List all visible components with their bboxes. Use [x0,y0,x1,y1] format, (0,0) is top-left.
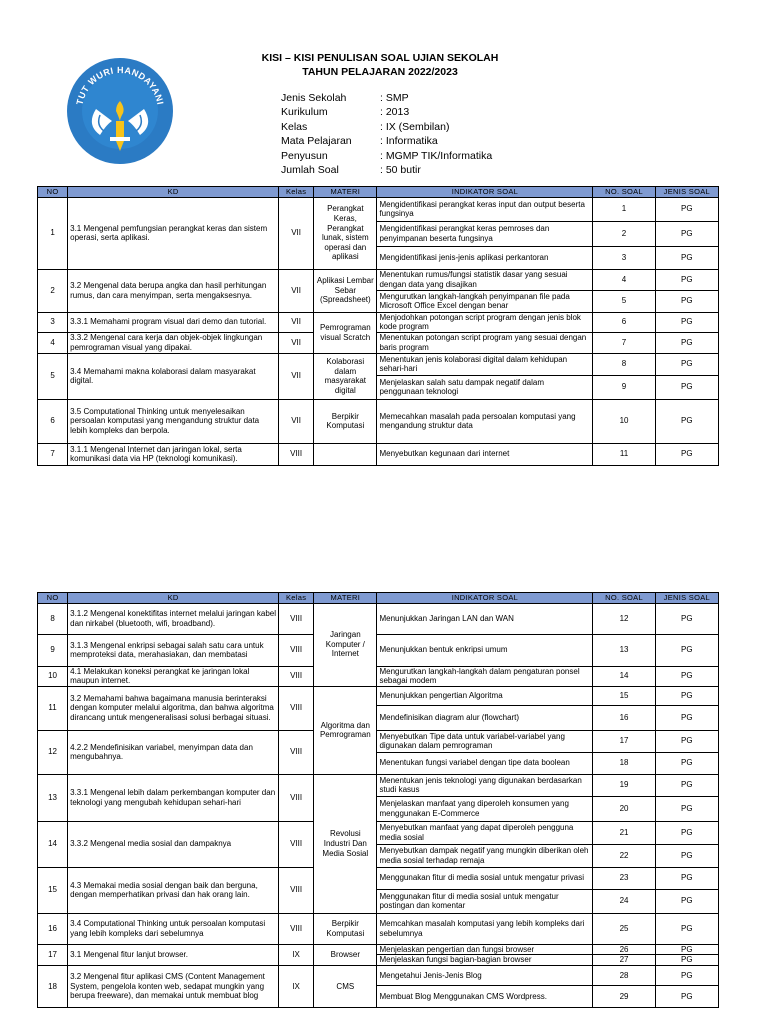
row-indikator: Mengurutkan langkah-langkah dalam pengaturan ponsel sebagai modem [377,666,593,686]
row-kelas: VII [279,312,314,332]
row-jenis-soal: PG [655,752,718,774]
row-no: 17 [38,944,68,965]
row-materi: Perangkat Keras, Perangkat lunak, sistem operasi dan aplikasi [314,197,377,269]
row-kd: 3.2 Memahami bahwa bagaimana manusia berinteraksi dengan komputer melalui algoritma, dan bahwa algoritma dirancang untuk mengeneralisasi solusi berbagai situasi. [68,686,279,730]
table-row [38,312,719,332]
row-no: 15 [38,867,68,913]
row-materi: CMS [314,965,377,1007]
row-kd: 3.5 Computational Thinking untuk menyelesaikan persoalan komputasi yang mengandung struktur data lebih kompleks dan berpola. [68,399,279,443]
row-no-soal: 29 [593,985,655,1007]
row-materi: Berpikir Komputasi [314,399,377,443]
row-materi: Algoritma dan Pemrograman [314,686,377,774]
row-kelas: VIII [279,913,314,944]
table-row [38,867,719,889]
table-row [38,774,719,796]
row-indikator: Menyebutkan kegunaan dari internet [377,443,593,465]
row-materi: Pemrograman visual Scratch [314,312,377,353]
row-indikator: Menyebutkan dampak negatif yang mungkin diberikan oleh media sosial terhadap remaja [377,844,593,867]
table-header-row [38,187,719,198]
row-indikator: Mengidentifikasi perangkat keras input dan output beserta fungsinya [377,197,593,221]
row-no-soal: 10 [593,399,655,443]
row-jenis-soal: PG [655,705,718,730]
col-header-no-soal: NO. SOAL [593,593,655,604]
row-indikator: Memcahkan masalah komputasi yang lebih kompleks dari sebelumnya [377,913,593,944]
row-kelas: VII [279,332,314,353]
row-no-soal: 16 [593,705,655,730]
row-jenis-soal: PG [655,955,718,966]
col-header-kd: KD [68,187,279,198]
row-jenis-soal: PG [655,985,718,1007]
row-no-soal: 11 [593,443,655,465]
row-indikator: Mendefinisikan diagram alur (flowchart) [377,705,593,730]
row-kd: 3.1.1 Mengenal Internet dan jaringan lokal, serta komunikasi data via HP (teknologi komunikasi). [68,443,279,465]
row-no-soal: 15 [593,686,655,705]
kisi-table-1 [37,186,719,466]
row-indikator: Menjelaskan pengertian dan fungsi browser [377,944,593,955]
row-kelas: VIII [279,821,314,867]
row-materi: Revolusi Industri Dan Media Sosial [314,774,377,913]
row-indikator: Menunjukkan Jaringan LAN dan WAN [377,603,593,634]
row-no-soal: 6 [593,312,655,332]
row-no: 11 [38,686,68,730]
row-kd: 3.1 Mengenal pemfungsian perangkat keras dan sistem operasi, serta aplikasi. [68,197,279,269]
row-no: 8 [38,603,68,634]
row-jenis-soal: PG [655,796,718,821]
col-header-jenis-soal: JENIS SOAL [655,593,718,604]
row-no: 10 [38,666,68,686]
meta-row [281,134,492,148]
row-jenis-soal: PG [655,666,718,686]
row-no-soal: 17 [593,730,655,752]
row-kd: 3.2 Mengenal fitur aplikasi CMS (Content Management System, pengelola konten web, sedapat mungkin yang berupa freeware), dan memakai untuk membuat blog [68,965,279,1007]
row-no-soal: 23 [593,867,655,889]
row-kelas: VII [279,353,314,399]
row-jenis-soal: PG [655,197,718,221]
meta-key: Mata Pelajaran [281,135,352,148]
row-kelas: VIII [279,603,314,634]
row-materi: Kolaborasi dalam masyarakat digital [314,353,377,399]
row-indikator: Menentukan jenis teknologi yang digunakan berdasarkan studi kasus [377,774,593,796]
table-row [38,269,719,290]
row-no-soal: 9 [593,375,655,399]
row-jenis-soal: PG [655,290,718,312]
row-no: 7 [38,443,68,465]
row-kd: 4.3 Memakai media sosial dengan baik dan berguna, dengan memperhatikan privasi dan hak orang lain. [68,867,279,913]
row-jenis-soal: PG [655,867,718,889]
row-kelas: VIII [279,666,314,686]
row-no-soal: 4 [593,269,655,290]
svg-text:TUT WURI HANDAYANI: TUT WURI HANDAYANI [74,64,166,106]
row-jenis-soal: PG [655,443,718,465]
row-no-soal: 13 [593,634,655,666]
row-no: 2 [38,269,68,312]
row-no-soal: 5 [593,290,655,312]
row-no: 14 [38,821,68,867]
row-kelas: VIII [279,867,314,913]
meta-row [281,91,492,105]
row-kd: 4.2.2 Mendefinisikan variabel, menyimpan data dan mengubahnya. [68,730,279,774]
row-indikator: Mengidentifikasi perangkat keras pemroses dan penyimpanan beserta fungsinya [377,221,593,246]
table-row [38,821,719,844]
row-kelas: IX [279,944,314,965]
row-indikator: Menentukan fungsi variabel dengan tipe data boolean [377,752,593,774]
row-no: 4 [38,332,68,353]
row-no: 12 [38,730,68,774]
col-header-materi: MATERI [314,593,377,604]
row-no-soal: 2 [593,221,655,246]
row-jenis-soal: PG [655,246,718,269]
meta-value: : 50 butir [380,164,421,177]
row-jenis-soal: PG [655,221,718,246]
col-header-no: NO [38,187,68,198]
row-indikator: Menunjukkan pengertian Algoritma [377,686,593,705]
table-row [38,965,719,985]
row-kelas: VII [279,399,314,443]
meta-key: Kurikulum [281,106,328,119]
table-row [38,634,719,666]
table-row [38,332,719,353]
row-no-soal: 21 [593,821,655,844]
row-indikator: Menjelaskan fungsi bagian-bagian browser [377,955,593,966]
row-no-soal: 28 [593,965,655,985]
row-materi: Browser [314,944,377,965]
kisi-table-2 [37,592,719,1008]
row-kd: 4.1 Melakukan koneksi perangkat ke jaringan lokal maupun internet. [68,666,279,686]
row-indikator: Menggunakan fitur di media sosial untuk mengatur postingan dan komentar [377,889,593,913]
meta-value: : MGMP TIK/Informatika [380,149,493,162]
row-kd: 3.4 Memahami makna kolaborasi dalam masyarakat digital. [68,353,279,399]
col-header-jenis-soal: JENIS SOAL [655,187,718,198]
row-no: 13 [38,774,68,821]
row-kd: 3.3.2 Mengenal media sosial dan dampaknya [68,821,279,867]
row-materi: Jaringan Komputer / Internet [314,603,377,686]
row-materi: Aplikasi Lembar Sebar (Spreadsheet) [314,269,377,312]
table-row [38,944,719,955]
row-jenis-soal: PG [655,332,718,353]
row-jenis-soal: PG [655,603,718,634]
row-no-soal: 12 [593,603,655,634]
row-no-soal: 14 [593,666,655,686]
table-row [38,399,719,443]
row-kelas: VIII [279,443,314,465]
row-jenis-soal: PG [655,889,718,913]
row-indikator: Menentukan potongan script program yang sesuai dengan baris program [377,332,593,353]
row-no-soal: 19 [593,774,655,796]
row-indikator: Menyebutkan Tipe data untuk variabel-variabel yang digunakan dalam pemrograman [377,730,593,752]
row-jenis-soal: PG [655,774,718,796]
row-kd: 3.2 Mengenal data berupa angka dan hasil perhitungan rumus, dan cara menyimpan, serta mengaksesnya. [68,269,279,312]
row-indikator: Menyebutkan manfaat yang dapat diperoleh pengguna media sosial [377,821,593,844]
row-jenis-soal: PG [655,312,718,332]
row-indikator: Menentukan rumus/fungsi statistik dasar yang sesuai dengan data yang disajikan [377,269,593,290]
meta-key: Jenis Sekolah [281,92,347,104]
row-no: 3 [38,312,68,332]
row-kelas: IX [279,965,314,1007]
meta-row [281,105,492,119]
row-no: 9 [38,634,68,666]
row-jenis-soal: PG [655,353,718,375]
row-no-soal: 26 [593,944,655,955]
row-materi: Berpikir Komputasi [314,913,377,944]
table-row [38,913,719,944]
row-kelas: VIII [279,730,314,774]
row-no: 6 [38,399,68,443]
col-header-materi: MATERI [314,187,377,198]
col-header-kd: KD [68,593,279,604]
row-jenis-soal: PG [655,399,718,443]
row-indikator: Mengurutkan langkah-langkah penyimpanan file pada Microsoft Office Excel dengan benar [377,290,593,312]
table-header-row [38,593,719,604]
row-no-soal: 3 [593,246,655,269]
row-indikator: Membuat Blog Menggunakan CMS Wordpress. [377,985,593,1007]
row-jenis-soal: PG [655,686,718,705]
col-header-indikator: INDIKATOR SOAL [377,593,593,604]
row-kelas: VII [279,269,314,312]
row-indikator: Memecahkan masalah pada persoalan komputasi yang mengandung struktur data [377,399,593,443]
table-row [38,686,719,705]
table-row [38,353,719,375]
document-meta [281,91,492,177]
row-no: 16 [38,913,68,944]
row-jenis-soal: PG [655,730,718,752]
row-kelas: VII [279,197,314,269]
meta-key: Kelas [281,120,308,133]
row-no: 1 [38,197,68,269]
meta-key: Jumlah Soal [281,164,339,177]
row-no-soal: 22 [593,844,655,867]
row-jenis-soal: PG [655,269,718,290]
row-jenis-soal: PG [655,944,718,955]
row-kelas: VIII [279,774,314,821]
col-header-indikator: INDIKATOR SOAL [377,187,593,198]
col-header-no-soal: NO. SOAL [593,187,655,198]
row-no-soal: 8 [593,353,655,375]
tut-wuri-handayani-logo [66,55,174,167]
row-kelas: VIII [279,634,314,666]
row-no: 5 [38,353,68,399]
col-header-kelas: Kelas [279,593,314,604]
row-no-soal: 24 [593,889,655,913]
document-title: KISI – KISI PENULISAN SOAL UJIAN SEKOLAH [261,52,499,64]
row-kd: 3.3.1 Mengenal lebih dalam perkembangan komputer dan teknologi yang mengubah kehidupan sehari-hari [68,774,279,821]
row-jenis-soal: PG [655,375,718,399]
col-header-kelas: Kelas [279,187,314,198]
row-no: 18 [38,965,68,1007]
row-kd: 3.3.2 Mengenal cara kerja dan objek-objek lingkungan pemrograman visual yang dipakai. [68,332,279,353]
row-no-soal: 1 [593,197,655,221]
row-kelas: VIII [279,686,314,730]
row-indikator: Menentukan jenis kolaborasi digital dalam kehidupan sehari-hari [377,353,593,375]
row-kd: 3.1.3 Mengenal enkripsi sebagai salah satu cara untuk memproteksi data, merahasiakan, dan membatasi [68,634,279,666]
table-row [38,666,719,686]
meta-value: : IX (Sembilan) [380,120,450,133]
table-row [38,197,719,221]
row-indikator: Menjodohkan potongan script program dengan jenis blok kode program [377,312,593,332]
row-kd: 3.4 Computational Thinking untuk persoalan komputasi yang lebih kompleks dari sebelumnya [68,913,279,944]
row-jenis-soal: PG [655,844,718,867]
meta-value: : Informatika [380,135,438,148]
row-no-soal: 7 [593,332,655,353]
row-indikator: Menjelaskan salah satu dampak negatif dalam penggunaan teknologi [377,375,593,399]
table-row [38,603,719,634]
row-kd: 3.1.2 Mengenal konektifitas internet melalui jaringan kabel dan nirkabel (bluetooth, wifi, broadband). [68,603,279,634]
table-row [38,443,719,465]
row-kd: 3.1 Mengenal fitur lanjut browser. [68,944,279,965]
row-indikator: Menggunakan fitur di media sosial untuk mengatur privasi [377,867,593,889]
meta-key: Penyusun [281,149,328,162]
row-jenis-soal: PG [655,965,718,985]
document-subtitle: TAHUN PELAJARAN 2022/2023 [302,66,458,78]
row-no-soal: 25 [593,913,655,944]
meta-row [281,120,492,134]
row-indikator: Menunjukkan bentuk enkripsi umum [377,634,593,666]
row-no-soal: 20 [593,796,655,821]
row-jenis-soal: PG [655,913,718,944]
row-indikator: Mengidentifikasi jenis-jenis aplikasi perkantoran [377,246,593,269]
row-kd: 3.3.1 Memahami program visual dari demo dan tutorial. [68,312,279,332]
row-no-soal: 27 [593,955,655,966]
meta-row [281,149,492,163]
row-indikator: Mengetahui Jenis-Jenis Blog [377,965,593,985]
row-indikator: Menjelaskan manfaat yang diperoleh konsumen yang menggunakan E-Commerce [377,796,593,821]
meta-value: : SMP [380,92,409,104]
row-no-soal: 18 [593,752,655,774]
meta-row [281,163,492,177]
row-jenis-soal: PG [655,821,718,844]
table-row [38,730,719,752]
row-materi [314,443,377,465]
row-jenis-soal: PG [655,634,718,666]
col-header-no: NO [38,593,68,604]
meta-value: : 2013 [380,106,410,119]
